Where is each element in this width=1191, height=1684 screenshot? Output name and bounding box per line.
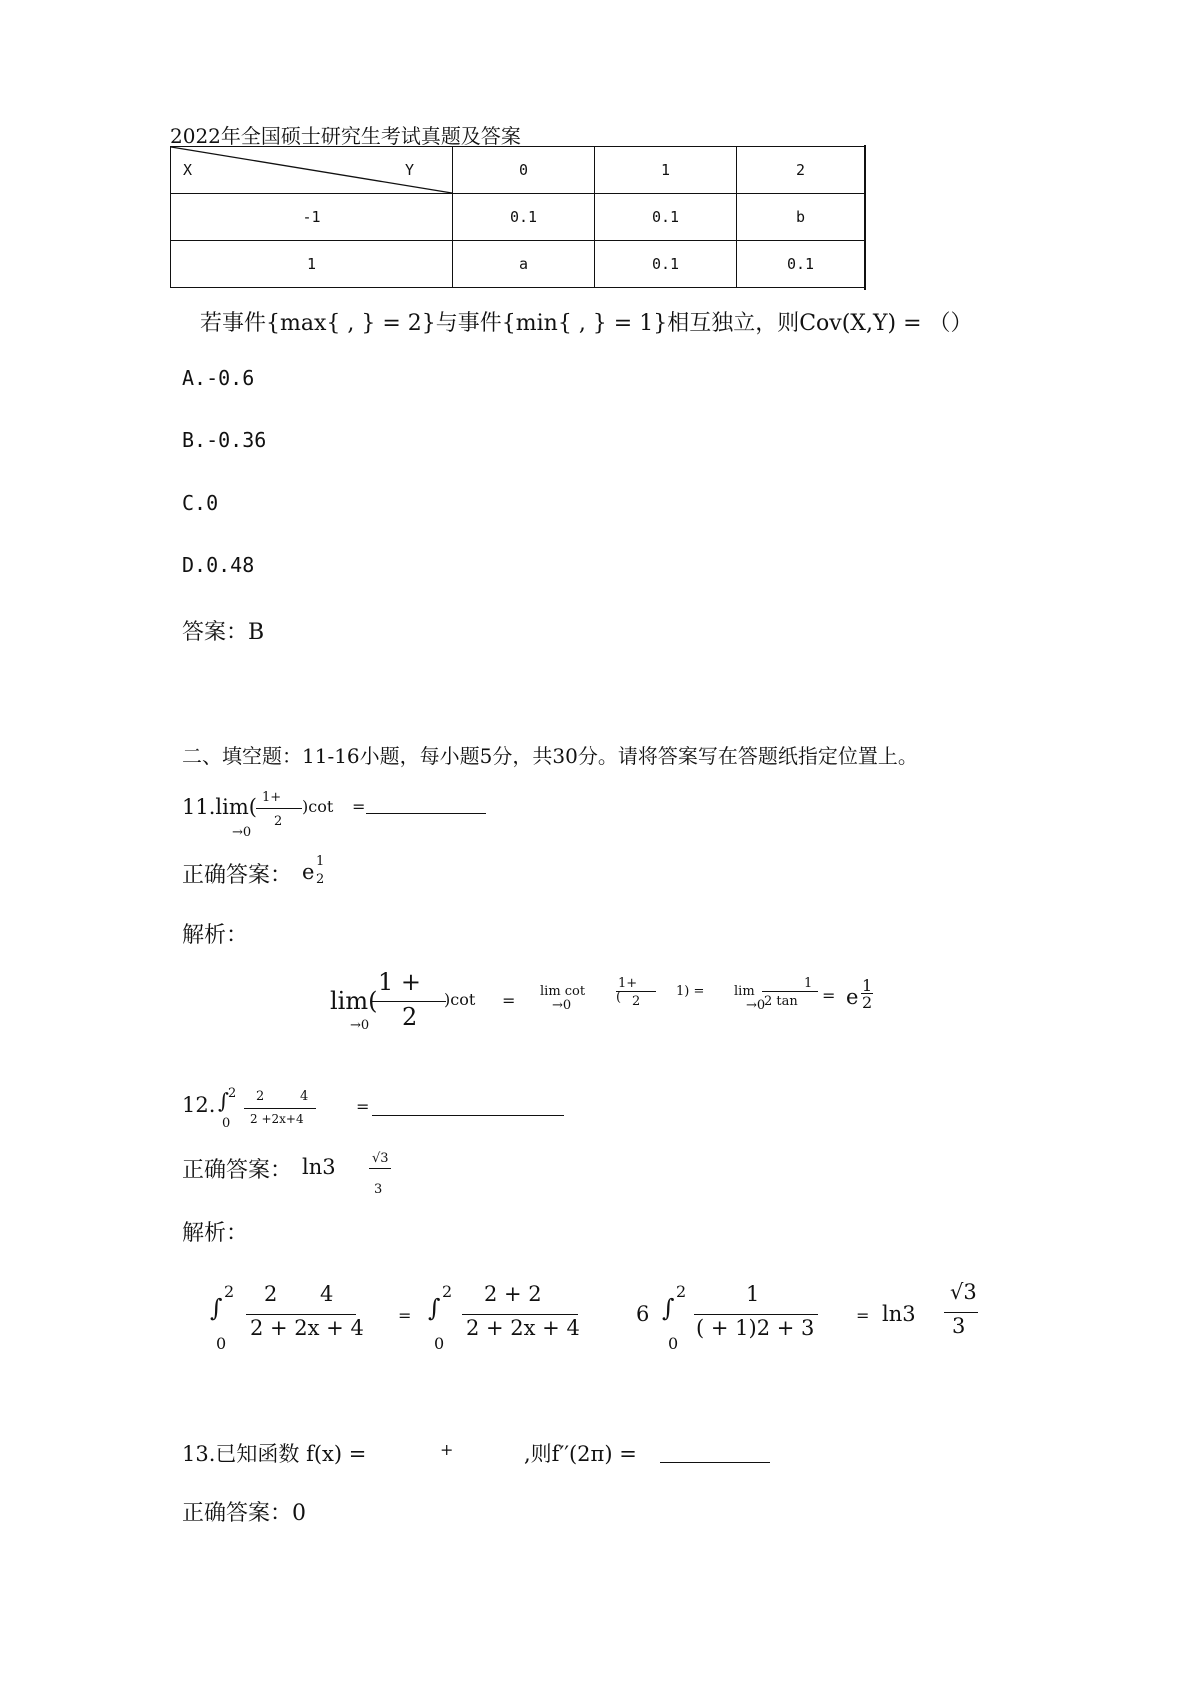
q11-sol-sub: →0	[350, 1018, 370, 1033]
q11-sol-eq3: =	[822, 986, 836, 1005]
q12-sol-int1-num-a: 2	[264, 1282, 278, 1306]
q11-sol-paren: (	[616, 990, 622, 1005]
q11-equals: =	[352, 797, 366, 816]
q12-sol-int2-lower: 0	[434, 1334, 445, 1353]
q11-sol-lim2: lim cot	[540, 984, 586, 999]
q11-answer-base: e	[302, 860, 315, 884]
q11-limit-sub: →0	[232, 825, 252, 840]
q11-sol-f3-bar	[762, 991, 818, 992]
q11-suffix: )cot	[302, 797, 334, 816]
q11-sol-fraction-bar	[372, 1001, 446, 1002]
q12-sol-int1-num-b: 4	[320, 1282, 334, 1306]
q11-sol-sub2: →0	[552, 998, 572, 1013]
table-cell: b	[737, 194, 865, 241]
q12-sol-int1-lower: 0	[216, 1334, 227, 1353]
q12-sol-int3-den: ( + 1)2 + 3	[696, 1316, 815, 1340]
q11-sol-num: 1 +	[378, 968, 422, 996]
q11-sol-tail2: 1) =	[676, 984, 705, 999]
q10-option-c: C.0	[182, 491, 219, 515]
q11-sol-result-exp-den: 2	[862, 993, 873, 1012]
q12-answer-text: ln3	[302, 1155, 336, 1179]
q12-sol-int2-den: 2 + 2x + 4	[466, 1316, 580, 1340]
corner-y-label: Y	[404, 161, 414, 179]
q12-sol-int2-upper: 2	[442, 1282, 453, 1301]
q13-answer: 正确答案：0	[182, 1501, 306, 1526]
q10-option-b: B.-0.36	[182, 428, 267, 452]
q12-analysis-label: 解析：	[182, 1221, 249, 1246]
table-row	[171, 241, 865, 288]
q13-stem-b: ,则f′′(2π) =	[524, 1442, 637, 1466]
document-title: 2022年全国硕士研究生考试真题及答案	[170, 124, 521, 148]
q12-sol-eq3: =	[856, 1306, 870, 1325]
q12-answer-blank	[372, 1115, 564, 1116]
q10-option-d: D.0.48	[182, 553, 255, 577]
q11-answer-blank	[366, 813, 486, 814]
q13-stem-a: 13.已知函数 f(x) =	[182, 1442, 367, 1466]
q11-sol-f2-bar	[616, 991, 656, 992]
q12-sol-int3-upper: 2	[676, 1282, 687, 1301]
q12-sol-result-den: 3	[952, 1314, 966, 1338]
q12-sol-int1-upper: 2	[224, 1282, 235, 1301]
table-header-cell: 2	[737, 147, 865, 194]
q11-fraction-bar	[256, 808, 302, 809]
q12-sol-result-num: √3	[950, 1280, 977, 1304]
q11-fraction-numerator: 1+	[262, 790, 282, 805]
table-cell: 0.1	[595, 241, 737, 288]
table-cell: a	[453, 241, 595, 288]
q12-sol-int2-sign: ∫	[428, 1294, 441, 1322]
q10-stem: 若事件{max{ , } = 2}与事件{min{ , } = 1}相互独立，则Cov(X,Y) = （）	[200, 311, 973, 336]
corner-x-label: X	[183, 161, 193, 179]
q11-sol-close: )cot	[444, 990, 476, 1009]
q12-equals: =	[356, 1097, 370, 1116]
q11-analysis-label: 解析：	[182, 923, 249, 948]
q12-sol-int3-bar	[694, 1314, 818, 1315]
q12-sol-eq1: =	[398, 1306, 412, 1325]
q11-sol-f3-den: 2 tan	[764, 994, 798, 1009]
q10-option-a: A.-0.6	[182, 366, 255, 390]
q11-answer-exp-num: 1	[316, 854, 325, 869]
q12-sol-int1-bar	[246, 1314, 356, 1315]
q11-sol-result-base: e	[846, 985, 859, 1009]
q12-num-b: 4	[300, 1089, 309, 1104]
q12-lower-limit: 0	[222, 1116, 231, 1131]
q11-sol-sub3: →0	[746, 998, 766, 1013]
q11-fraction-denominator: 2	[274, 814, 283, 829]
q11-sol-f3-num: 1	[804, 976, 813, 991]
q12-sol-int3-lower: 0	[668, 1334, 679, 1353]
q11-sol-eq1: =	[502, 991, 516, 1010]
q12-prefix: 12.	[182, 1093, 216, 1117]
q12-num-a: 2	[256, 1089, 265, 1104]
q12-sol-result-text: ln3	[882, 1302, 916, 1326]
q12-sol-coefficient: 6	[636, 1302, 650, 1326]
q12-sol-int2-num: 2 + 2	[484, 1282, 542, 1306]
q11-answer-exp-den: 2	[316, 872, 325, 887]
q11-sol-f2-den: 2	[632, 994, 641, 1009]
q10-answer: 答案：B	[182, 620, 265, 645]
section-heading: 二、填空题：11-16小题，每小题5分，共30分。请将答案写在答题纸指定位置上。	[182, 744, 918, 768]
table-header-cell: 0	[453, 147, 595, 194]
q12-answer-bar	[369, 1168, 391, 1169]
q12-denominator: 2 +2x+4	[250, 1112, 304, 1126]
q11-prefix: 11.lim(	[182, 795, 257, 819]
table-row	[171, 147, 865, 194]
q11-sol-den: 2	[402, 1003, 418, 1031]
table-cell: 0.1	[737, 241, 865, 288]
table-row-label: 1	[171, 241, 453, 288]
table-corner-cell	[171, 147, 453, 194]
q11-sol-f2-num: 1+	[618, 976, 638, 991]
table-cell: 0.1	[595, 194, 737, 241]
q12-integral-sign: ∫	[218, 1089, 229, 1113]
table-row	[171, 194, 865, 241]
q12-sol-result-bar	[944, 1312, 978, 1313]
q13-plus: +	[440, 1440, 454, 1459]
table-row-label: -1	[171, 194, 453, 241]
q12-fraction-bar	[244, 1108, 316, 1109]
q12-answer-num: √3	[372, 1151, 389, 1166]
q11-answer-label: 正确答案：	[182, 863, 293, 888]
q11-sol-lim3: lim	[734, 984, 755, 999]
q11-sol-lim: lim(	[330, 987, 378, 1015]
q12-upper-limit: 2	[228, 1086, 237, 1101]
q13-answer-blank	[660, 1462, 770, 1463]
q12-sol-int2-bar	[462, 1314, 578, 1315]
q12-sol-int3-num: 1	[746, 1282, 760, 1306]
q12-sol-int1-sign: ∫	[210, 1294, 223, 1322]
q12-sol-int1-den: 2 + 2x + 4	[250, 1316, 364, 1340]
table-right-border	[864, 145, 866, 290]
table-cell: 0.1	[453, 194, 595, 241]
q12-answer-label: 正确答案：	[182, 1158, 293, 1183]
joint-distribution-table	[170, 146, 865, 288]
table-header-cell: 1	[595, 147, 737, 194]
q11-sol-result-exp-num: 1	[862, 976, 873, 995]
q12-answer-den: 3	[374, 1182, 383, 1197]
q12-sol-int3-sign: ∫	[662, 1294, 675, 1322]
